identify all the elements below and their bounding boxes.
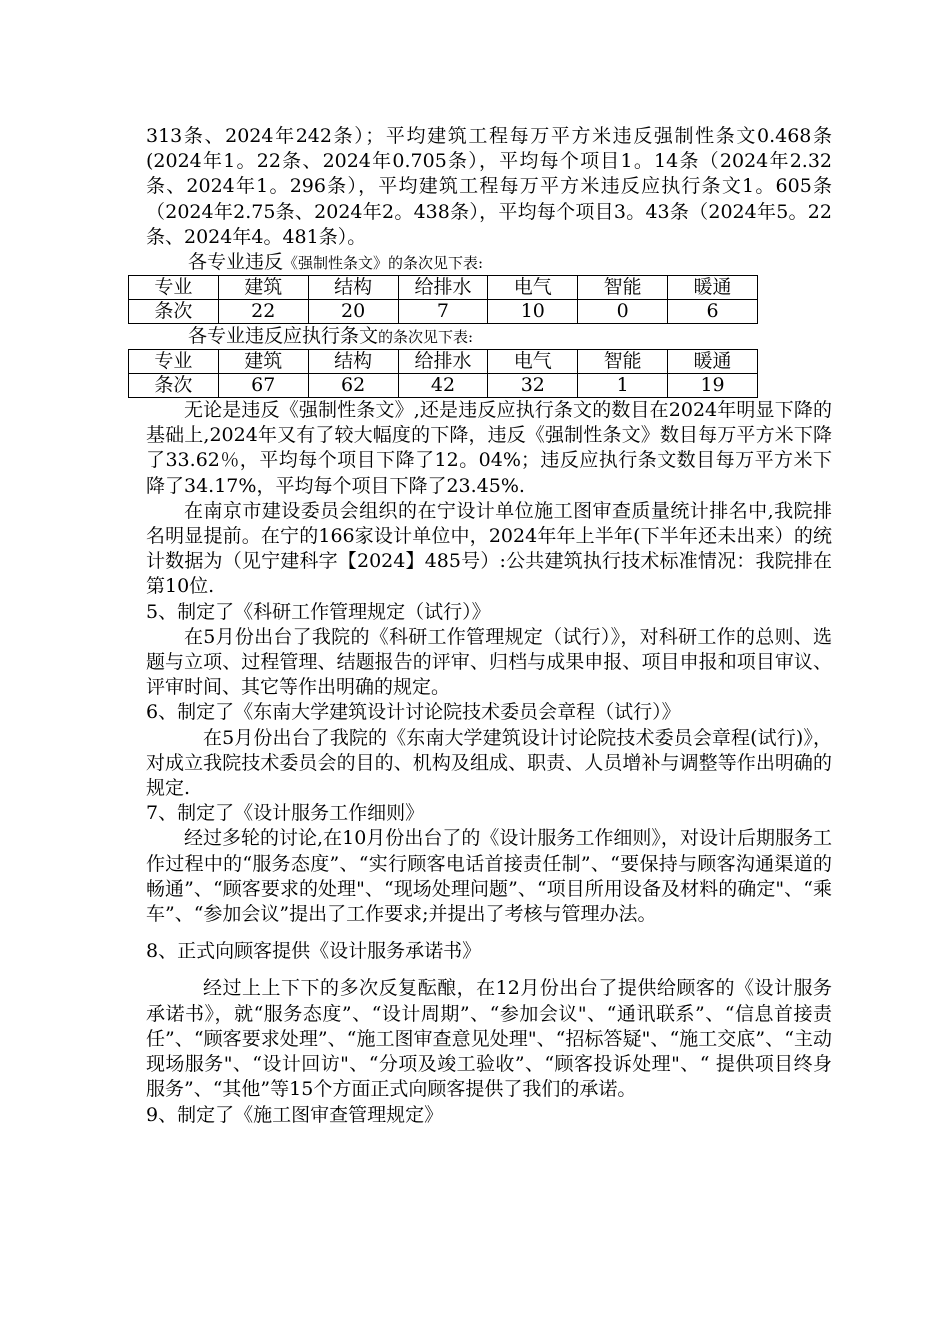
table2-caption-main: 各专业违反应执行条文 xyxy=(188,325,379,348)
table-cell: 条次 xyxy=(129,374,219,398)
table-cell: 1 xyxy=(578,374,668,398)
table-cell: 暖通 xyxy=(668,350,758,374)
table-cell: 条次 xyxy=(129,300,219,324)
spacer xyxy=(146,964,832,976)
table-cell: 智能 xyxy=(578,276,668,300)
table-row xyxy=(129,300,758,324)
table-cell: 智能 xyxy=(578,350,668,374)
table2-caption-sub: 的条次见下表: xyxy=(378,328,474,347)
table-cell: 20 xyxy=(308,300,398,324)
table1-caption xyxy=(146,250,832,275)
paragraph-section-6: 在5月份出台了我院的《东南大学建筑设计讨论院技术委员会章程(试行)》，对成立我院技术委员会的目的、机构及组成、职责、人员增补与调整等作出明确的规定. xyxy=(146,726,832,800)
paragraph-statistics: 313条、2024年242条）；平均建筑工程每万平方米违反强制性条文0.468条(2024年1。22条、2024年0.705条），平均每个项目1。14条（2024年2.32条、2024年1。296条），平均建筑工程每万平方米违反应执行条文1。605条（2024年2.75条、2024年2。438条），平均每个项目3。43条（2024年5。22条、2024年4。481条）。 xyxy=(146,125,832,248)
table-cell: 结构 xyxy=(308,276,398,300)
table-row xyxy=(129,276,758,300)
section-heading-7: 7、制定了《设计服务工作细则》 xyxy=(146,802,425,825)
section-heading-8: 8、正式向顾客提供《设计服务承诺书》 xyxy=(146,940,482,963)
table1-caption-main: 各专业违反 xyxy=(188,251,284,274)
spacer xyxy=(146,927,832,939)
table-cell: 6 xyxy=(668,300,758,324)
table-cell: 电气 xyxy=(488,276,578,300)
table1-caption-sub: 《强制性条文》的条次见下表: xyxy=(283,254,484,273)
table-cell: 7 xyxy=(398,300,488,324)
section-heading-6: 6、制定了《东南大学建筑设计讨论院技术委员会章程（试行）》 xyxy=(146,701,681,724)
paragraph-decline: 无论是违反《强制性条文》,还是违反应执行条文的数目在2024年明显下降的基础上,2024年又有了较大幅度的下降，违反《强制性条文》数目每万平方米下降了33.62％，平均每个项目下降了12。04%；违反应执行条文数目每万平方米下降了34.17%，平均每个项目下降了23.45%. xyxy=(146,399,832,497)
table-cell: 专业 xyxy=(129,350,219,374)
table-row xyxy=(129,374,758,398)
table-mandatory-violations xyxy=(128,275,758,324)
paragraph-section-8: 经过上上下下的多次反复酝酿，在12月份出台了提供给顾客的《设计服务承诺书》，就“服务态度”、“设计周期”、“参加会议"、“通讯联系”、“信息首接责任”、“顾客要求处理”、“施工图审查意见处理"、“招标答疑"、“施工交底”、“主动现场服务"、“设计回访"、“分项及竣工验收”、“顾客投诉处理"、“ 提供项目终身服务”、“其他”等15个方面正式向顾客提供了我们的承诺。 xyxy=(146,977,832,1101)
table-cell: 67 xyxy=(218,374,308,398)
table-cell: 建筑 xyxy=(218,276,308,300)
table-cell: 22 xyxy=(218,300,308,324)
table-required-violations xyxy=(128,349,758,398)
table-row xyxy=(129,350,758,374)
table-cell: 给排水 xyxy=(398,350,488,374)
paragraph-ranking: 在南京市建设委员会组织的在宁设计单位施工图审查质量统计排名中,我院排名明显提前。在宁的166家设计单位中，2024年年上半年(下半年还未出来）的统计数据为（见宁建科字【2024】485号）:公共建筑执行技术标准情况：我院排在第10位. xyxy=(146,499,832,598)
table-cell: 专业 xyxy=(129,276,219,300)
section-heading-5: 5、制定了《科研工作管理规定（试行）》 xyxy=(146,600,491,623)
table-cell: 结构 xyxy=(308,350,398,374)
paragraph-section-5: 在5月份出台了我院的《科研工作管理规定（试行）》，对科研工作的总则、选题与立项、过程管理、结题报告的评审、归档与成果申报、项目申报和项目审议、评审时间、其它等作出明确的规定。 xyxy=(146,625,832,699)
table2-caption xyxy=(146,324,832,349)
table-cell: 建筑 xyxy=(218,350,308,374)
table-cell: 42 xyxy=(398,374,488,398)
table-cell: 62 xyxy=(308,374,398,398)
table-cell: 0 xyxy=(578,300,668,324)
table-cell: 暖通 xyxy=(668,276,758,300)
table-cell: 32 xyxy=(488,374,578,398)
table-cell: 电气 xyxy=(488,350,578,374)
table-cell: 10 xyxy=(488,300,578,324)
table-cell: 19 xyxy=(668,374,758,398)
table-cell: 给排水 xyxy=(398,276,488,300)
document-body xyxy=(146,124,832,1128)
section-heading-9: 9、制定了《施工图审查管理规定》 xyxy=(146,1103,444,1126)
paragraph-section-7: 经过多轮的讨论,在10月份出台了的《设计服务工作细则》，对设计后期服务工作过程中的“服务态度”、“实行顾客电话首接责任制”、“要保持与顾客沟通渠道的畅通”、“顾客要求的处理"、“现场处理问题”、“项目所用设备及材料的确定"、“乘车”、“参加会议”提出了工作要求;并提出了考核与管理办法。 xyxy=(146,827,832,926)
